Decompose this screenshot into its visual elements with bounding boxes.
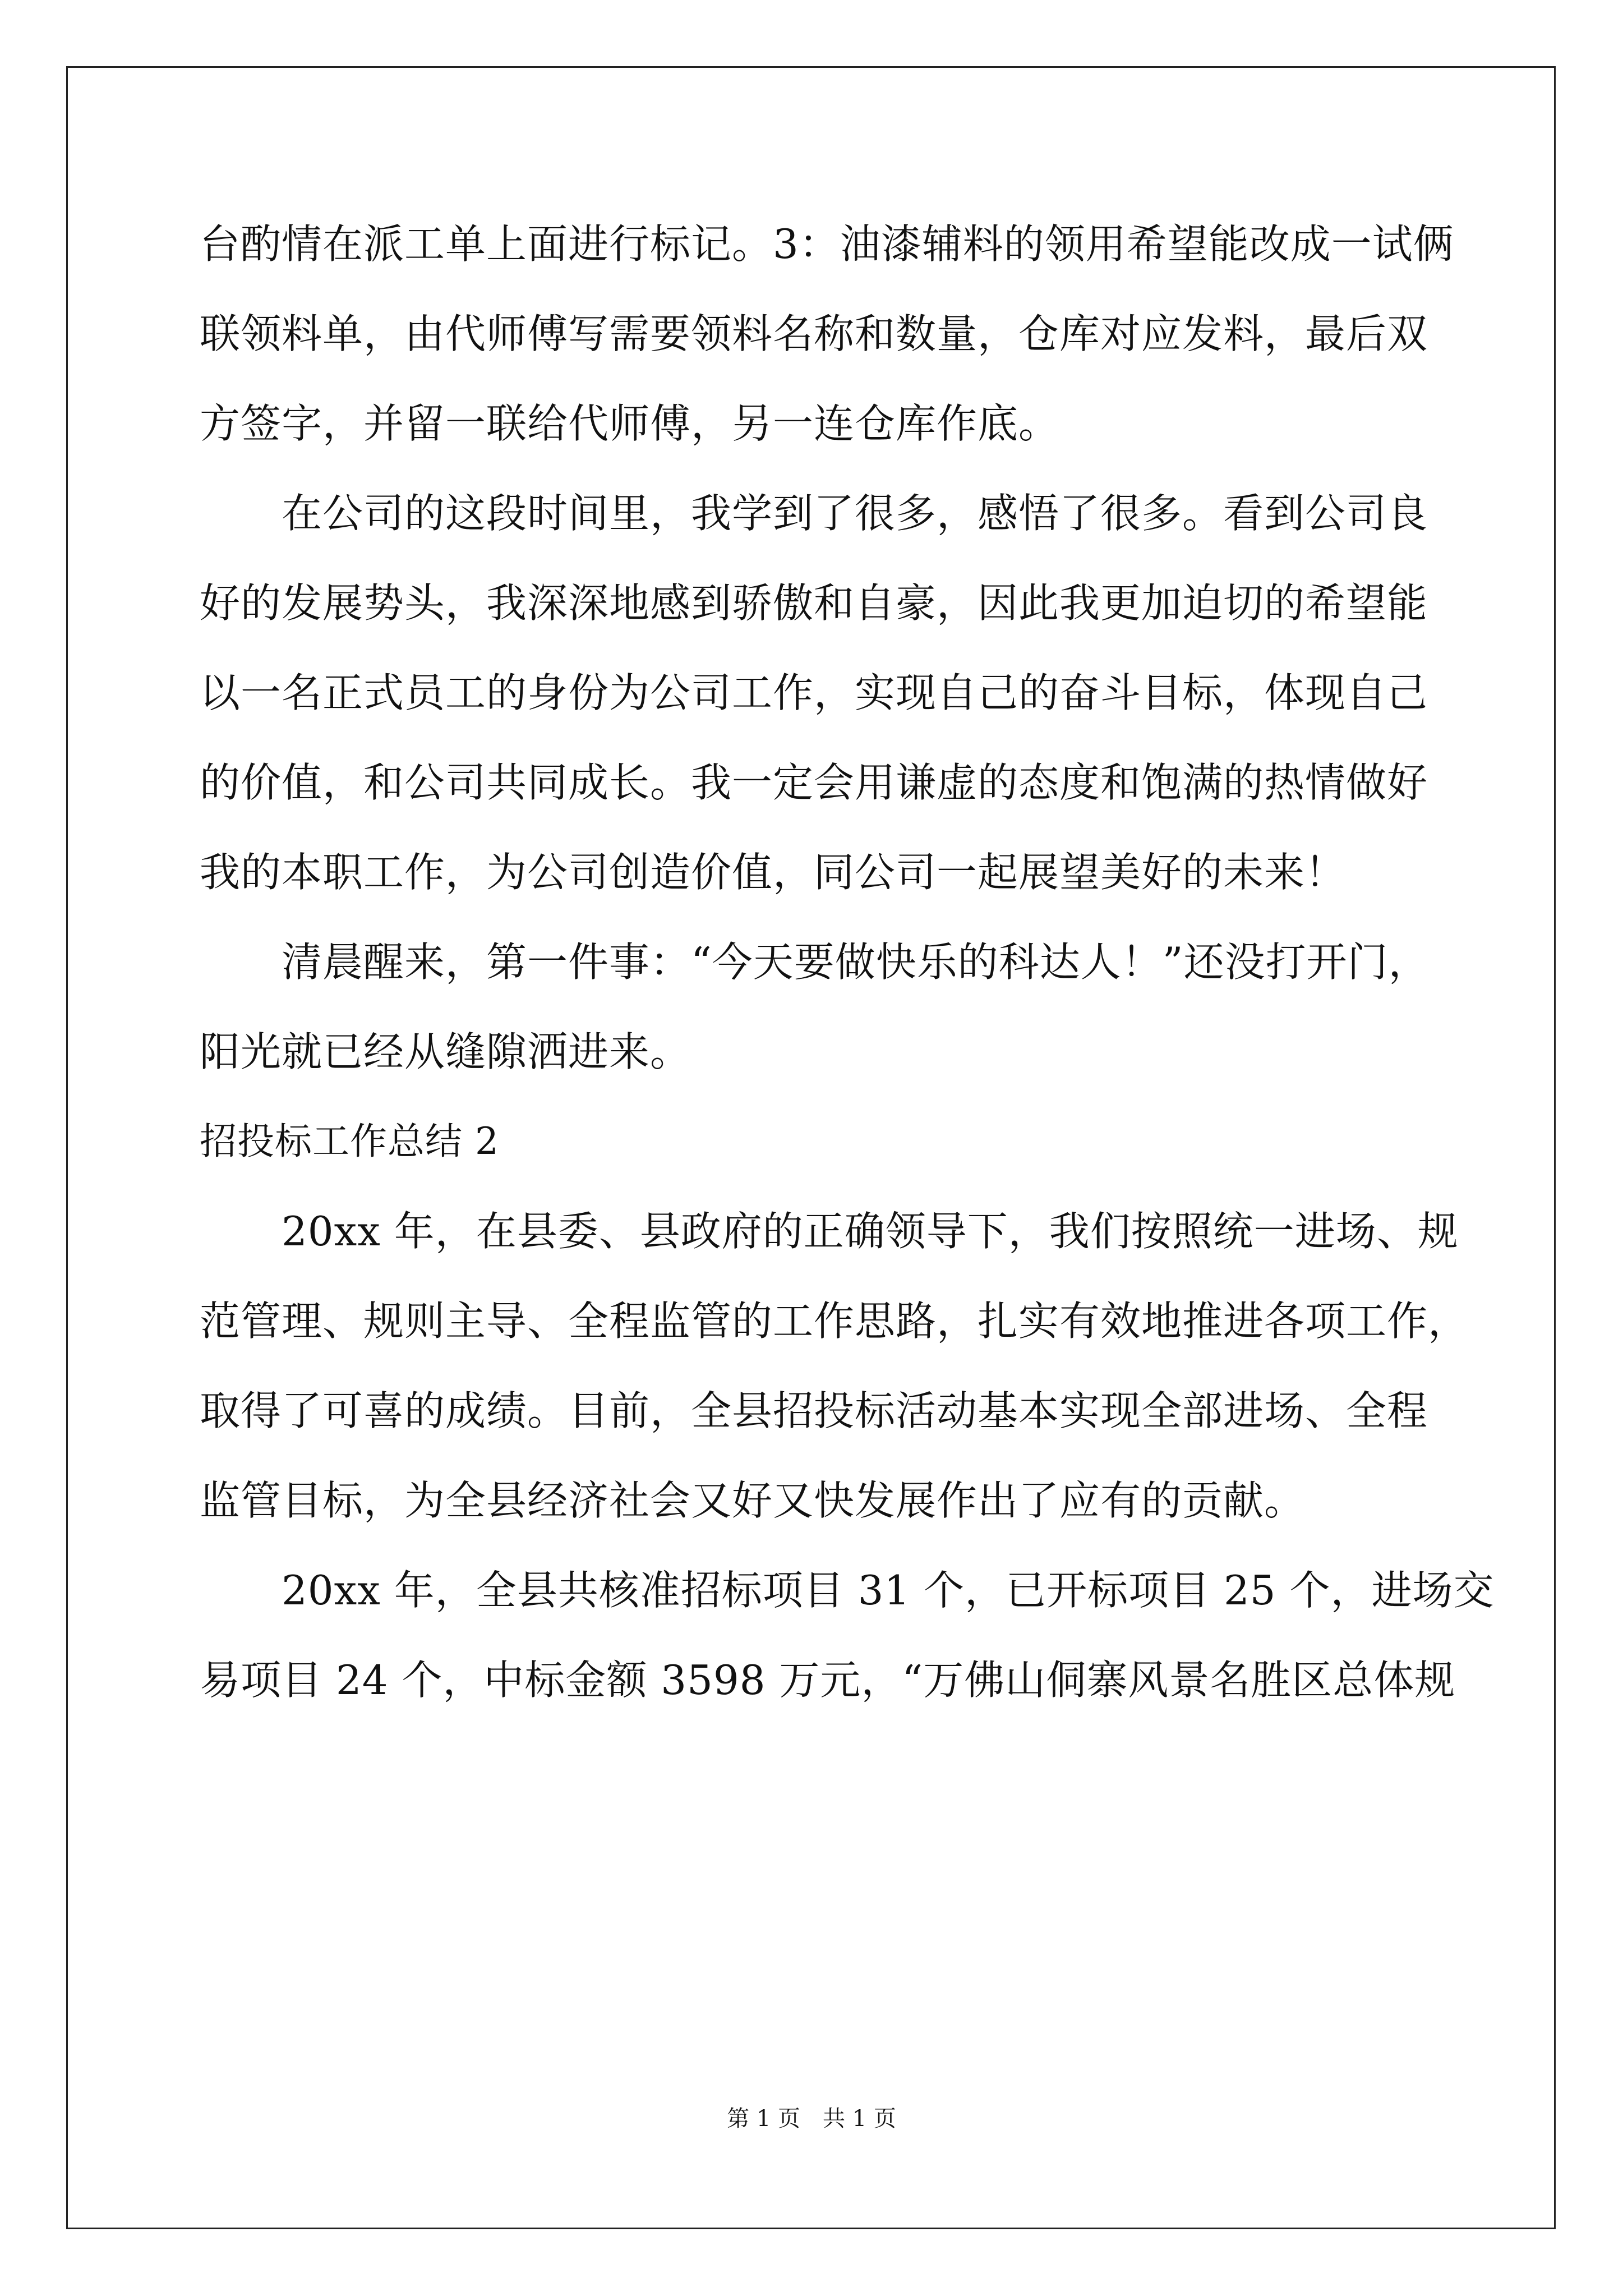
text-line: 好的发展势头，我深深地感到骄傲和自豪，因此我更加迫切的希望能 <box>200 579 1428 627</box>
text-line: 监管目标，为全县经济社会又好又快发展作出了应有的贡献。 <box>200 1477 1306 1524</box>
text-line: 阳光就已经从缝隙洒进来。 <box>200 1028 691 1075</box>
text-line: 方签字，并留一联给代师傅，另一连仓库作底。 <box>200 400 1060 447</box>
text-line: 清晨醒来，第一件事：“今天要做快乐的科达人！”还没打开门， <box>200 938 1430 986</box>
text-line: 20xx 年，在县委、县政府的正确领导下，我们按照统一进场、规 <box>200 1208 1459 1255</box>
text-line: 我的本职工作，为公司创造价值，同公司一起展望美好的未来！ <box>200 849 1347 896</box>
text-line: 台酌情在派工单上面进行标记。3：油漆辅料的领用希望能改成一试俩 <box>200 220 1454 268</box>
text-line: 20xx 年，全县共核准招标项目 31 个，已开标项目 25 个，进场交 <box>200 1567 1495 1614</box>
text-line: 易项目 24 个，中标金额 3598 万元，“万佛山侗寨风景名胜区总体规 <box>200 1657 1456 1704</box>
text-line: 范管理、规则主导、全程监管的工作思路，扎实有效地推进各项工作， <box>200 1297 1469 1345</box>
text-line: 联领料单，由代师傅写需要领料名称和数量，仓库对应发料，最后双 <box>200 310 1428 357</box>
text-line: 取得了可喜的成绩。目前，全县招投标活动基本实现全部进场、全程 <box>200 1387 1428 1434</box>
page-footer: 第 1 页 共 1 页 <box>727 2106 896 2132</box>
text-line: 的价值，和公司共同成长。我一定会用谦虚的态度和饱满的热情做好 <box>200 759 1428 806</box>
section-heading: 招投标工作总结 2 <box>200 1120 499 1163</box>
text-line: 在公司的这段时间里，我学到了很多，感悟了很多。看到公司良 <box>200 490 1428 537</box>
text-line: 以一名正式员工的身份为公司工作，实现自己的奋斗目标，体现自己 <box>200 669 1428 716</box>
